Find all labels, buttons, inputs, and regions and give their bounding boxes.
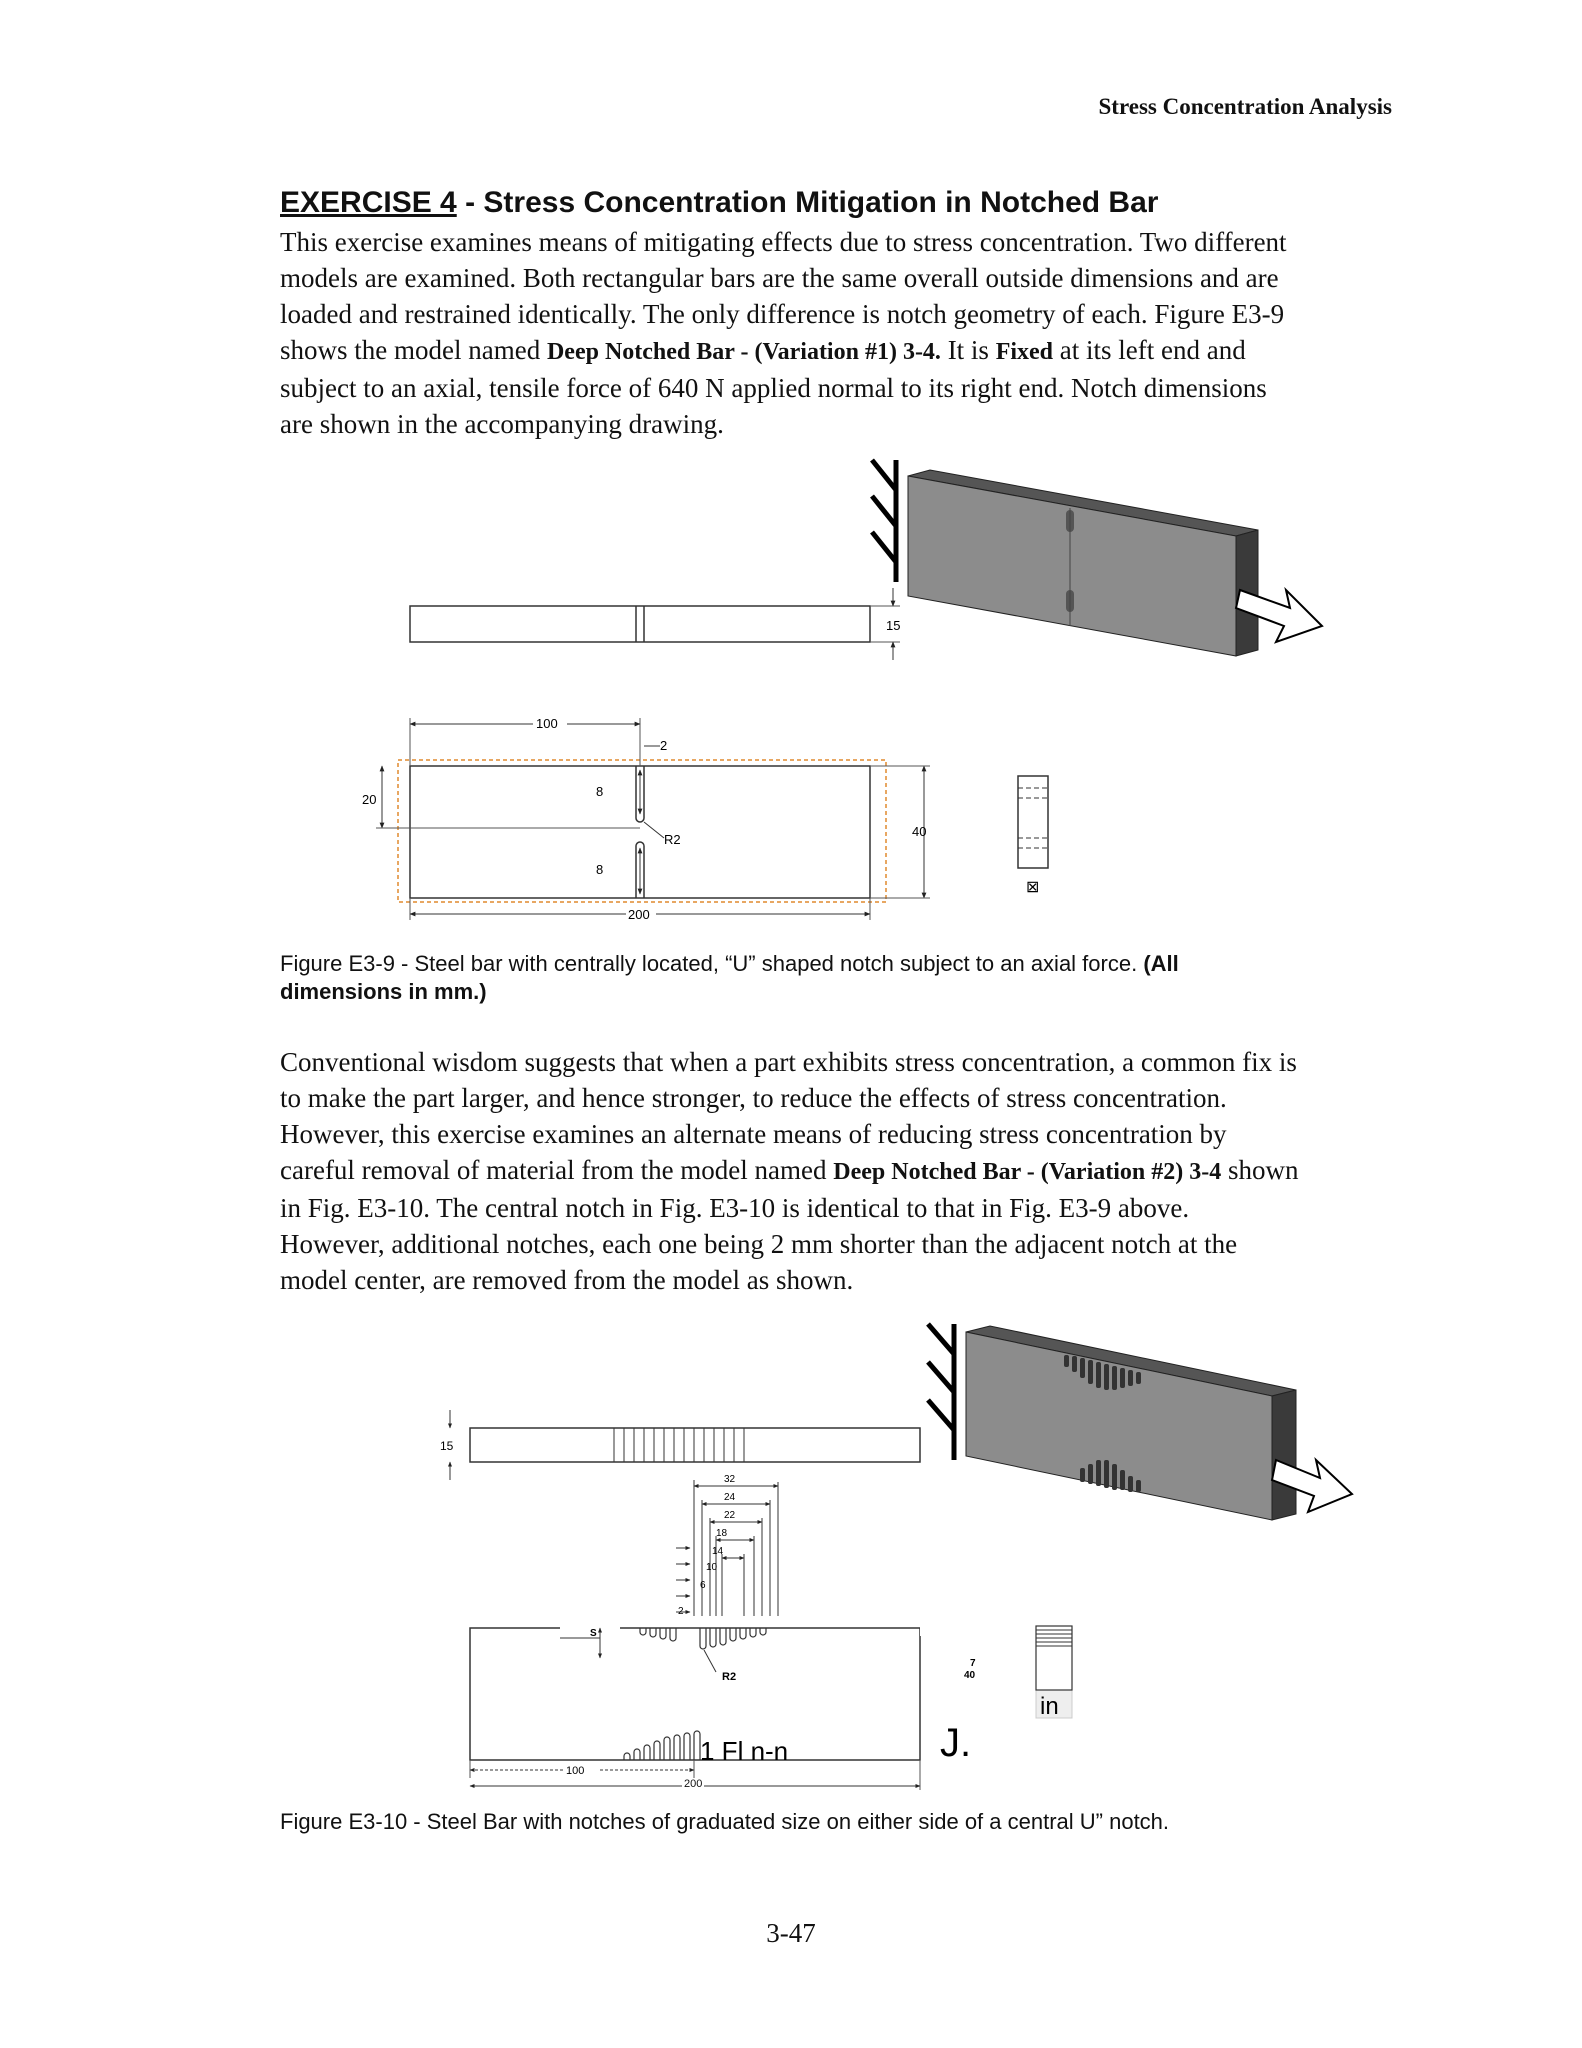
radius2-r2: R2 [722, 1671, 737, 1683]
para2-text-a: Conventional wisdom suggests that when a part exhibits stress concentration, a common fix is to make the part larger, and hence stronger, to reduce the effects of stress concentration. However, this exercise examines an alternate means of reducing stress concentration by careful removal of material from the model named [280, 1047, 1297, 1185]
dim2-s: S [590, 1628, 597, 1639]
para1-text-c: at its left end and subject to an axial, tensile force of 640 N applied normal to its right end. Notch dimensions are shown in the accompanying drawing. [280, 335, 1267, 439]
bar2-top-view [470, 1428, 920, 1462]
dim2-200: 200 [684, 1778, 703, 1790]
dim2-6: 6 [700, 1580, 706, 1591]
bar2-end-view [1036, 1626, 1072, 1690]
bar-end-view [1018, 776, 1048, 868]
dim-15: 15 [886, 618, 901, 633]
figure-e3-10 [0, 1310, 1582, 1790]
para1-fixed: Fixed [995, 339, 1054, 365]
figure-e3-9 [0, 430, 1582, 940]
bar2-3d-view [928, 1324, 1352, 1520]
dim2-14: 14 [712, 1546, 724, 1557]
dim2-18: 18 [716, 1528, 728, 1539]
figure-e3-9-caption [280, 950, 1300, 1006]
dim-20: 20 [362, 792, 377, 807]
exercise-number: EXERCISE 4 [280, 186, 457, 219]
caption1-bold: (All dimensions in mm.) [280, 951, 1179, 1004]
page-number: 3-47 [766, 1918, 816, 1948]
dim-40: 40 [912, 824, 927, 839]
dim-100: 100 [536, 716, 558, 731]
dim2-10: 10 [706, 1562, 718, 1573]
dim-8-top: 8 [596, 784, 604, 799]
dim2-100: 100 [566, 1765, 585, 1777]
dim2-22: 22 [724, 1510, 736, 1521]
bar2-front-view [470, 1628, 920, 1760]
dim2-7: 7 [970, 1658, 976, 1669]
scan-artifact-1: 1 Fl n-n [700, 1736, 789, 1766]
caption1-text: Figure E3-9 - Steel bar with centrally located, “U” shaped notch subject to an axial force. [280, 951, 1144, 976]
dim-2: 2 [660, 738, 668, 753]
para1-text-b: It is [940, 335, 996, 365]
second-paragraph [280, 1044, 1300, 1298]
para1-model-name: Deep Notched Bar - (Variation #1) 3-4. [546, 339, 941, 365]
radius-r2: R2 [664, 832, 681, 847]
bar-3d-view [872, 460, 1322, 656]
dim-8-bottom: 8 [596, 862, 604, 877]
para2-text-b: shown in Fig. E3-10. The central notch in Fig. E3-10 is identical to that in Fig. E3-9 above. However, additional notches, each one being 2 mm shorter than the adjacent notch at the model center, are removed from the model as shown. [280, 1155, 1299, 1295]
intro-paragraph [280, 224, 1300, 442]
para2-model-name: Deep Notched Bar - (Variation #2) 3-4 [833, 1159, 1222, 1185]
bar-top-view [410, 606, 870, 642]
scan-artifact-3: in [1040, 1693, 1059, 1720]
para1-text-a: This exercise examines means of mitigating effects due to stress concentration. Two different models are examined. Both rectangular bars are the same overall outside dimensions and are loaded and restrained identically. The only difference is notch geometry of each. Figure E3-9 shows the model named [280, 227, 1287, 365]
exercise-title [280, 186, 1158, 220]
dim2-24: 24 [724, 1492, 736, 1503]
scan-artifact-2: J. [940, 1721, 972, 1765]
dim2-15: 15 [440, 1439, 454, 1453]
dim2-2: 2 [678, 1606, 684, 1617]
dim2-40: 40 [964, 1670, 976, 1681]
exercise-title-text: - Stress Concentration Mitigation in Notched Bar [456, 186, 1159, 219]
running-header: Stress Concentration Analysis [1098, 94, 1392, 119]
figure-e3-10-caption: Figure E3-10 - Steel Bar with notches of graduated size on either side of a central U” notch. [280, 1809, 1170, 1834]
view-box-symbol: ⊠ [1026, 879, 1040, 896]
dim2-32: 32 [724, 1474, 736, 1485]
dim-200: 200 [628, 907, 650, 922]
